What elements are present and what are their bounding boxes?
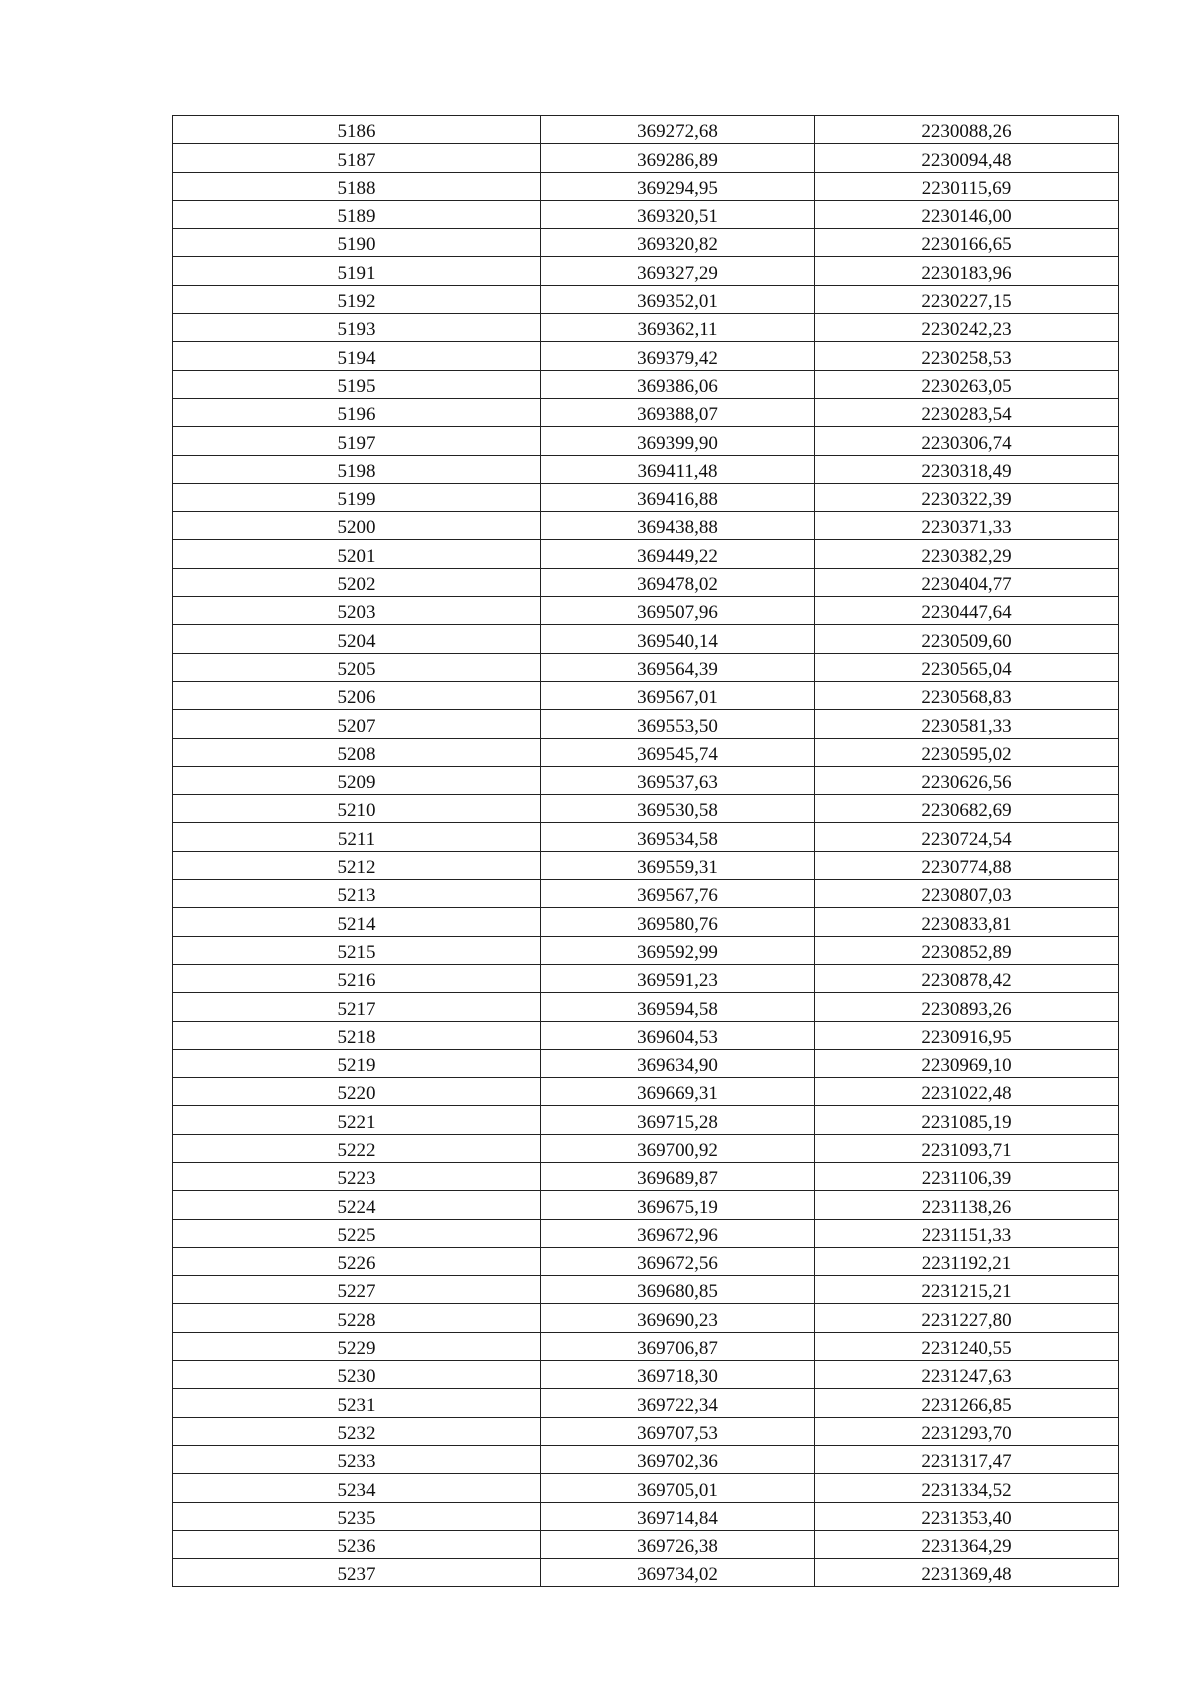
point-number-cell: 5202 xyxy=(173,568,541,596)
y-coordinate-cell: 2230807,03 xyxy=(815,880,1119,908)
x-coordinate-cell: 369675,19 xyxy=(541,1191,815,1219)
table-row xyxy=(173,398,1119,426)
x-coordinate-cell: 369702,36 xyxy=(541,1445,815,1473)
table-row xyxy=(173,314,1119,342)
table-row xyxy=(173,964,1119,992)
point-number-cell: 5218 xyxy=(173,1021,541,1049)
x-coordinate-cell: 369530,58 xyxy=(541,795,815,823)
y-coordinate-cell: 2230724,54 xyxy=(815,823,1119,851)
table-row xyxy=(173,625,1119,653)
x-coordinate-cell: 369327,29 xyxy=(541,257,815,285)
y-coordinate-cell: 2230893,26 xyxy=(815,993,1119,1021)
x-coordinate-cell: 369672,96 xyxy=(541,1219,815,1247)
point-number-cell: 5209 xyxy=(173,766,541,794)
y-coordinate-cell: 2231151,33 xyxy=(815,1219,1119,1247)
point-number-cell: 5224 xyxy=(173,1191,541,1219)
y-coordinate-cell: 2231317,47 xyxy=(815,1445,1119,1473)
point-number-cell: 5200 xyxy=(173,512,541,540)
point-number-cell: 5211 xyxy=(173,823,541,851)
point-number-cell: 5219 xyxy=(173,1049,541,1077)
point-number-cell: 5205 xyxy=(173,653,541,681)
table-row xyxy=(173,653,1119,681)
point-number-cell: 5233 xyxy=(173,1445,541,1473)
point-number-cell: 5188 xyxy=(173,172,541,200)
point-number-cell: 5216 xyxy=(173,964,541,992)
x-coordinate-cell: 369705,01 xyxy=(541,1474,815,1502)
point-number-cell: 5223 xyxy=(173,1162,541,1190)
x-coordinate-cell: 369362,11 xyxy=(541,314,815,342)
y-coordinate-cell: 2230969,10 xyxy=(815,1049,1119,1077)
table-row xyxy=(173,908,1119,936)
x-coordinate-cell: 369534,58 xyxy=(541,823,815,851)
point-number-cell: 5228 xyxy=(173,1304,541,1332)
point-number-cell: 5198 xyxy=(173,455,541,483)
x-coordinate-cell: 369438,88 xyxy=(541,512,815,540)
x-coordinate-cell: 369286,89 xyxy=(541,144,815,172)
y-coordinate-cell: 2231240,55 xyxy=(815,1332,1119,1360)
y-coordinate-cell: 2230094,48 xyxy=(815,144,1119,172)
y-coordinate-cell: 2231138,26 xyxy=(815,1191,1119,1219)
point-number-cell: 5229 xyxy=(173,1332,541,1360)
y-coordinate-cell: 2230227,15 xyxy=(815,285,1119,313)
point-number-cell: 5221 xyxy=(173,1106,541,1134)
y-coordinate-cell: 2231192,21 xyxy=(815,1247,1119,1275)
table-row xyxy=(173,880,1119,908)
x-coordinate-cell: 369718,30 xyxy=(541,1361,815,1389)
y-coordinate-cell: 2231369,48 xyxy=(815,1559,1119,1587)
y-coordinate-cell: 2230595,02 xyxy=(815,738,1119,766)
y-coordinate-cell: 2231364,29 xyxy=(815,1530,1119,1558)
table-row xyxy=(173,1332,1119,1360)
y-coordinate-cell: 2230263,05 xyxy=(815,370,1119,398)
y-coordinate-cell: 2230682,69 xyxy=(815,795,1119,823)
x-coordinate-cell: 369726,38 xyxy=(541,1530,815,1558)
y-coordinate-cell: 2231293,70 xyxy=(815,1417,1119,1445)
table-row xyxy=(173,1162,1119,1190)
y-coordinate-cell: 2230183,96 xyxy=(815,257,1119,285)
table-row xyxy=(173,681,1119,709)
table-row xyxy=(173,427,1119,455)
point-number-cell: 5195 xyxy=(173,370,541,398)
point-number-cell: 5193 xyxy=(173,314,541,342)
point-number-cell: 5212 xyxy=(173,851,541,879)
table-row xyxy=(173,1389,1119,1417)
x-coordinate-cell: 369690,23 xyxy=(541,1304,815,1332)
table-row xyxy=(173,200,1119,228)
point-number-cell: 5215 xyxy=(173,936,541,964)
y-coordinate-cell: 2230581,33 xyxy=(815,710,1119,738)
point-number-cell: 5222 xyxy=(173,1134,541,1162)
point-number-cell: 5186 xyxy=(173,116,541,144)
x-coordinate-cell: 369707,53 xyxy=(541,1417,815,1445)
y-coordinate-cell: 2231247,63 xyxy=(815,1361,1119,1389)
point-number-cell: 5201 xyxy=(173,540,541,568)
y-coordinate-cell: 2230322,39 xyxy=(815,483,1119,511)
point-number-cell: 5231 xyxy=(173,1389,541,1417)
y-coordinate-cell: 2231093,71 xyxy=(815,1134,1119,1162)
x-coordinate-cell: 369722,34 xyxy=(541,1389,815,1417)
point-number-cell: 5199 xyxy=(173,483,541,511)
table-row xyxy=(173,1021,1119,1049)
x-coordinate-cell: 369294,95 xyxy=(541,172,815,200)
point-number-cell: 5234 xyxy=(173,1474,541,1502)
table-row xyxy=(173,568,1119,596)
y-coordinate-cell: 2231353,40 xyxy=(815,1502,1119,1530)
x-coordinate-cell: 369672,56 xyxy=(541,1247,815,1275)
table-row xyxy=(173,1078,1119,1106)
x-coordinate-cell: 369559,31 xyxy=(541,851,815,879)
y-coordinate-cell: 2230166,65 xyxy=(815,229,1119,257)
x-coordinate-cell: 369416,88 xyxy=(541,483,815,511)
y-coordinate-cell: 2230283,54 xyxy=(815,398,1119,426)
x-coordinate-cell: 369545,74 xyxy=(541,738,815,766)
table-row xyxy=(173,540,1119,568)
x-coordinate-cell: 369580,76 xyxy=(541,908,815,936)
y-coordinate-cell: 2230916,95 xyxy=(815,1021,1119,1049)
point-number-cell: 5217 xyxy=(173,993,541,1021)
table-row xyxy=(173,370,1119,398)
table-row xyxy=(173,1304,1119,1332)
point-number-cell: 5235 xyxy=(173,1502,541,1530)
x-coordinate-cell: 369386,06 xyxy=(541,370,815,398)
point-number-cell: 5232 xyxy=(173,1417,541,1445)
point-number-cell: 5208 xyxy=(173,738,541,766)
y-coordinate-cell: 2231334,52 xyxy=(815,1474,1119,1502)
y-coordinate-cell: 2230626,56 xyxy=(815,766,1119,794)
table-row xyxy=(173,795,1119,823)
point-number-cell: 5191 xyxy=(173,257,541,285)
x-coordinate-cell: 369478,02 xyxy=(541,568,815,596)
y-coordinate-cell: 2230878,42 xyxy=(815,964,1119,992)
x-coordinate-cell: 369634,90 xyxy=(541,1049,815,1077)
table-row xyxy=(173,936,1119,964)
point-number-cell: 5194 xyxy=(173,342,541,370)
table-row xyxy=(173,1445,1119,1473)
point-number-cell: 5225 xyxy=(173,1219,541,1247)
table-row xyxy=(173,1361,1119,1389)
point-number-cell: 5204 xyxy=(173,625,541,653)
x-coordinate-cell: 369689,87 xyxy=(541,1162,815,1190)
table-row xyxy=(173,1134,1119,1162)
x-coordinate-cell: 369715,28 xyxy=(541,1106,815,1134)
x-coordinate-cell: 369669,31 xyxy=(541,1078,815,1106)
y-coordinate-cell: 2230242,23 xyxy=(815,314,1119,342)
table-row xyxy=(173,823,1119,851)
point-number-cell: 5192 xyxy=(173,285,541,313)
x-coordinate-cell: 369449,22 xyxy=(541,540,815,568)
y-coordinate-cell: 2230088,26 xyxy=(815,116,1119,144)
table-row xyxy=(173,1530,1119,1558)
x-coordinate-cell: 369567,01 xyxy=(541,681,815,709)
x-coordinate-cell: 369714,84 xyxy=(541,1502,815,1530)
x-coordinate-cell: 369594,58 xyxy=(541,993,815,1021)
x-coordinate-cell: 369507,96 xyxy=(541,597,815,625)
x-coordinate-cell: 369352,01 xyxy=(541,285,815,313)
x-coordinate-cell: 369320,51 xyxy=(541,200,815,228)
table-row xyxy=(173,172,1119,200)
y-coordinate-cell: 2230318,49 xyxy=(815,455,1119,483)
x-coordinate-cell: 369592,99 xyxy=(541,936,815,964)
y-coordinate-cell: 2230258,53 xyxy=(815,342,1119,370)
x-coordinate-cell: 369553,50 xyxy=(541,710,815,738)
y-coordinate-cell: 2231215,21 xyxy=(815,1276,1119,1304)
x-coordinate-cell: 369320,82 xyxy=(541,229,815,257)
y-coordinate-cell: 2230568,83 xyxy=(815,681,1119,709)
point-number-cell: 5210 xyxy=(173,795,541,823)
y-coordinate-cell: 2230447,64 xyxy=(815,597,1119,625)
table-row xyxy=(173,512,1119,540)
x-coordinate-cell: 369537,63 xyxy=(541,766,815,794)
point-number-cell: 5230 xyxy=(173,1361,541,1389)
table-row xyxy=(173,257,1119,285)
table-row xyxy=(173,1502,1119,1530)
x-coordinate-cell: 369680,85 xyxy=(541,1276,815,1304)
y-coordinate-cell: 2231227,80 xyxy=(815,1304,1119,1332)
x-coordinate-cell: 369567,76 xyxy=(541,880,815,908)
x-coordinate-cell: 369399,90 xyxy=(541,427,815,455)
table-row xyxy=(173,597,1119,625)
y-coordinate-cell: 2230404,77 xyxy=(815,568,1119,596)
y-coordinate-cell: 2231085,19 xyxy=(815,1106,1119,1134)
table-row xyxy=(173,116,1119,144)
table-row xyxy=(173,1247,1119,1275)
y-coordinate-cell: 2230371,33 xyxy=(815,512,1119,540)
table-row xyxy=(173,738,1119,766)
x-coordinate-cell: 369540,14 xyxy=(541,625,815,653)
table-row xyxy=(173,483,1119,511)
table-row xyxy=(173,342,1119,370)
y-coordinate-cell: 2230833,81 xyxy=(815,908,1119,936)
y-coordinate-cell: 2230382,29 xyxy=(815,540,1119,568)
point-number-cell: 5236 xyxy=(173,1530,541,1558)
point-number-cell: 5189 xyxy=(173,200,541,228)
point-number-cell: 5214 xyxy=(173,908,541,936)
x-coordinate-cell: 369272,68 xyxy=(541,116,815,144)
x-coordinate-cell: 369604,53 xyxy=(541,1021,815,1049)
table-row xyxy=(173,1106,1119,1134)
y-coordinate-cell: 2230306,74 xyxy=(815,427,1119,455)
x-coordinate-cell: 369379,42 xyxy=(541,342,815,370)
table-row xyxy=(173,229,1119,257)
table-row xyxy=(173,1049,1119,1077)
table-row xyxy=(173,710,1119,738)
point-number-cell: 5203 xyxy=(173,597,541,625)
table-row xyxy=(173,766,1119,794)
y-coordinate-cell: 2230509,60 xyxy=(815,625,1119,653)
x-coordinate-cell: 369591,23 xyxy=(541,964,815,992)
table-row xyxy=(173,285,1119,313)
coordinates-table xyxy=(172,115,1119,1587)
y-coordinate-cell: 2230852,89 xyxy=(815,936,1119,964)
point-number-cell: 5197 xyxy=(173,427,541,455)
x-coordinate-cell: 369388,07 xyxy=(541,398,815,426)
x-coordinate-cell: 369700,92 xyxy=(541,1134,815,1162)
table-row xyxy=(173,1559,1119,1587)
table-row xyxy=(173,1219,1119,1247)
point-number-cell: 5213 xyxy=(173,880,541,908)
table-row xyxy=(173,1474,1119,1502)
point-number-cell: 5237 xyxy=(173,1559,541,1587)
x-coordinate-cell: 369734,02 xyxy=(541,1559,815,1587)
point-number-cell: 5220 xyxy=(173,1078,541,1106)
y-coordinate-cell: 2231106,39 xyxy=(815,1162,1119,1190)
y-coordinate-cell: 2230774,88 xyxy=(815,851,1119,879)
point-number-cell: 5227 xyxy=(173,1276,541,1304)
point-number-cell: 5190 xyxy=(173,229,541,257)
point-number-cell: 5226 xyxy=(173,1247,541,1275)
point-number-cell: 5207 xyxy=(173,710,541,738)
table-row xyxy=(173,1191,1119,1219)
point-number-cell: 5196 xyxy=(173,398,541,426)
x-coordinate-cell: 369564,39 xyxy=(541,653,815,681)
x-coordinate-cell: 369411,48 xyxy=(541,455,815,483)
table-row xyxy=(173,993,1119,1021)
coordinates-table-body xyxy=(173,116,1119,1587)
table-row xyxy=(173,851,1119,879)
y-coordinate-cell: 2230565,04 xyxy=(815,653,1119,681)
table-row xyxy=(173,1276,1119,1304)
x-coordinate-cell: 369706,87 xyxy=(541,1332,815,1360)
y-coordinate-cell: 2230146,00 xyxy=(815,200,1119,228)
table-row xyxy=(173,455,1119,483)
table-row xyxy=(173,144,1119,172)
y-coordinate-cell: 2231022,48 xyxy=(815,1078,1119,1106)
point-number-cell: 5206 xyxy=(173,681,541,709)
table-row xyxy=(173,1417,1119,1445)
y-coordinate-cell: 2230115,69 xyxy=(815,172,1119,200)
point-number-cell: 5187 xyxy=(173,144,541,172)
y-coordinate-cell: 2231266,85 xyxy=(815,1389,1119,1417)
